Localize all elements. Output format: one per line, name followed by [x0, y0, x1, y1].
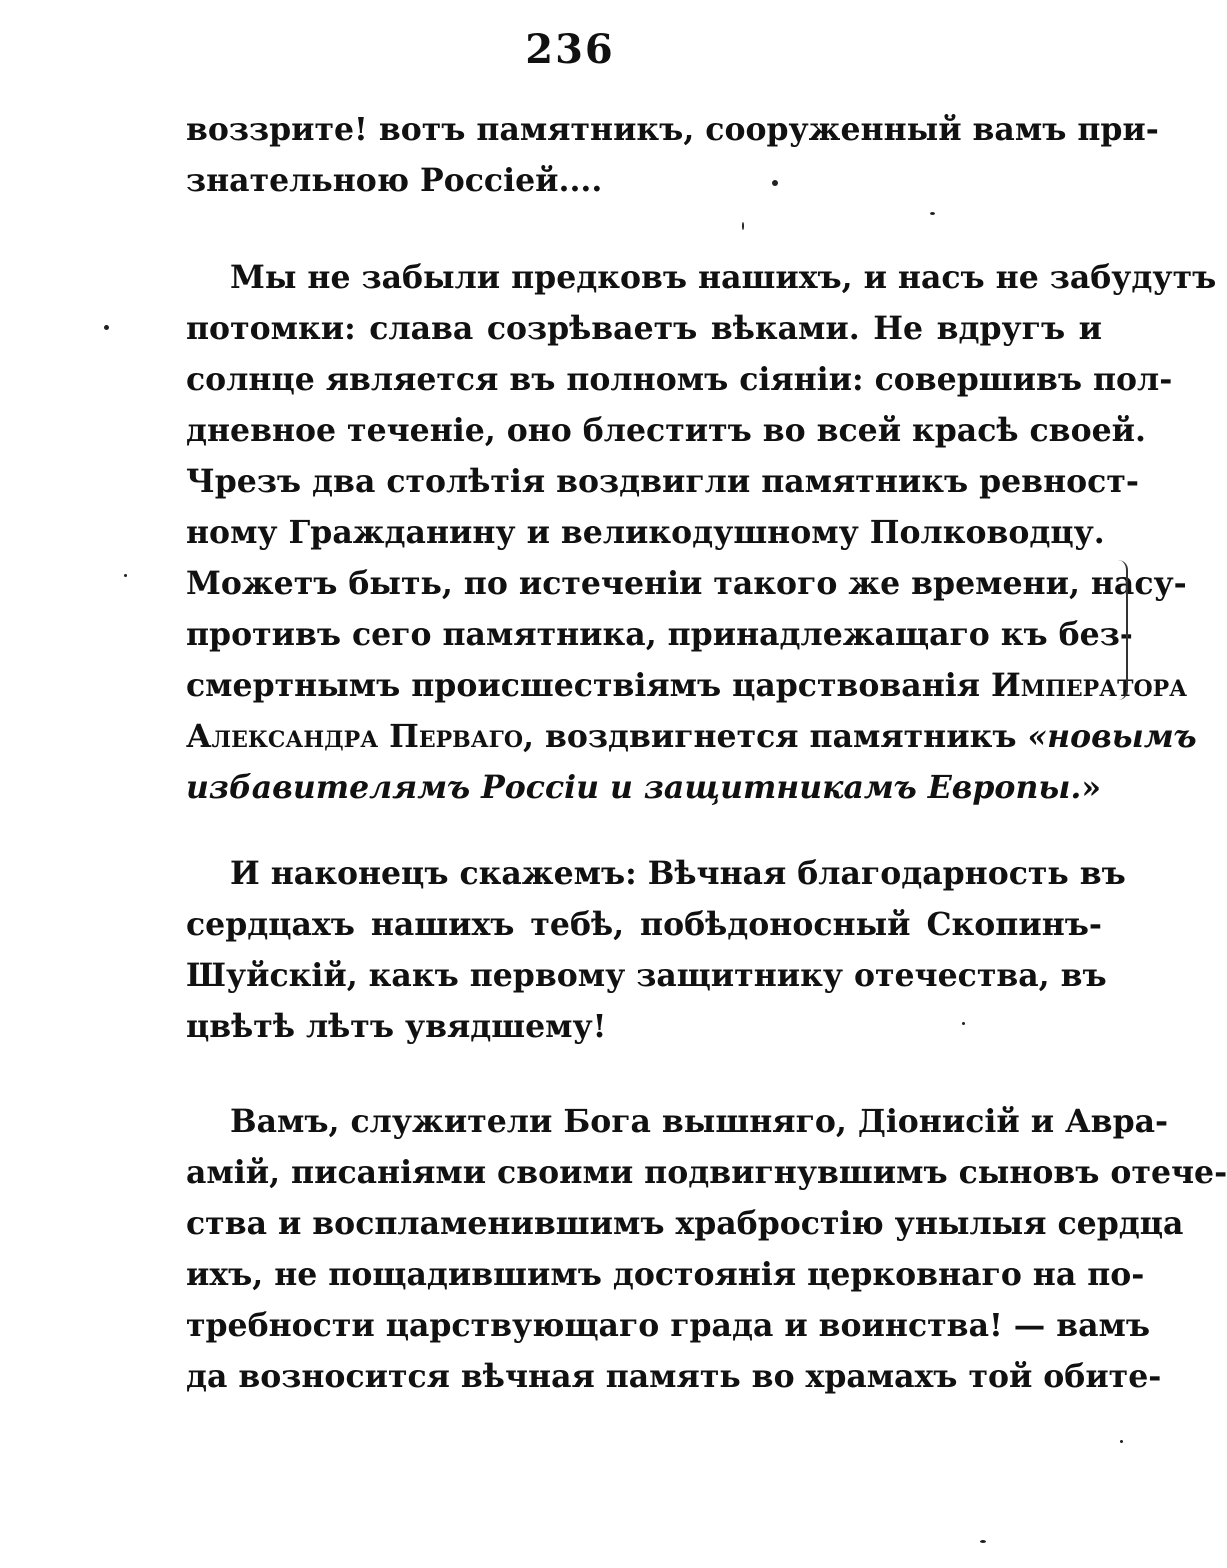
line-text: воздвигнется памятникъ: [533, 718, 1028, 755]
paragraph-line: противъ сего памятника, принадлежащаго къ без-: [186, 616, 1133, 653]
paragraph-1: [186, 104, 1159, 206]
paragraph-line: сердцахъ нашихъ тебѣ, побѣдоносный Скопинъ-: [186, 906, 1102, 943]
italic-text: «новымъ: [1027, 718, 1197, 755]
paragraph-line: [186, 711, 1197, 762]
paragraph-2: [186, 252, 1217, 813]
paragraph-line: [186, 660, 1188, 711]
scan-speck: [1120, 1440, 1123, 1443]
paragraph-line: Шуйскій, какъ первому защитнику отечества, въ: [186, 957, 1107, 994]
scan-speck: [742, 222, 744, 230]
paragraph-line: ному Гражданину и великодушному Полководцу.: [186, 514, 1105, 551]
paragraph-4: [186, 1096, 1227, 1402]
scan-speck: [980, 1540, 986, 1543]
paragraph-line: дневное теченіе, оно блеститъ во всей красѣ своей.: [186, 412, 1146, 449]
paragraph-line: да возносится вѣчная память во храмахъ той обите-: [186, 1358, 1162, 1395]
scan-speck: [962, 1022, 965, 1025]
paragraph-line: воззрите! вотъ памятникъ, сооруженный вамъ при-: [186, 111, 1159, 148]
paragraph-line: цвѣтѣ лѣтъ увядшему!: [186, 1008, 607, 1045]
line-text: смертнымъ происшествіямъ царствованія: [186, 667, 991, 704]
scan-speck: [124, 574, 127, 577]
paragraph-line: ихъ, не пощадившимъ достоянія церковнаго на по-: [186, 1256, 1145, 1293]
paragraph-line: Чрезъ два столѣтія воздвигли памятникъ ревност-: [186, 463, 1139, 500]
paragraph-line: солнце является въ полномъ сіяніи: совершивъ пол-: [186, 361, 1173, 398]
paragraph-line: амій, писаніями своими подвигнувшимъ сыновъ отече-: [186, 1154, 1227, 1191]
paragraph-line: потомки: слава созрѣваетъ вѣками. Не вдругъ и: [186, 310, 1102, 347]
paragraph-line: Мы не забыли предковъ нашихъ, и насъ не забудутъ: [230, 259, 1217, 296]
paragraph-line: Можетъ быть, по истеченіи такого же времени, насу-: [186, 565, 1187, 602]
line-text: »: [1081, 769, 1102, 806]
paragraph-line: требности царствующаго града и воинства! — вамъ: [186, 1307, 1151, 1344]
small-caps-text: Императора: [990, 667, 1188, 704]
paragraph-line: Вамъ, служители Бога вышняго, Діонисій и Авра-: [230, 1103, 1169, 1140]
scan-speck: [104, 325, 109, 330]
paragraph-line: знательною Россіей....: [186, 162, 603, 199]
paragraph-line: [186, 762, 1102, 813]
scan-speck: [930, 212, 935, 215]
page-number: 236: [525, 26, 615, 73]
paragraph-line: И наконецъ скажемъ: Вѣчная благодарность въ: [230, 855, 1126, 892]
scan-speck: [772, 180, 778, 186]
small-caps-text: Александра Перваго,: [186, 718, 534, 755]
scan-margin-mark: [1118, 560, 1128, 700]
paragraph-3: [186, 848, 1126, 1052]
italic-text: избавителямъ Россіи и защитникамъ Европы.: [186, 769, 1082, 806]
paragraph-line: ства и воспламенившимъ храбростію унылыя сердца: [186, 1205, 1184, 1242]
